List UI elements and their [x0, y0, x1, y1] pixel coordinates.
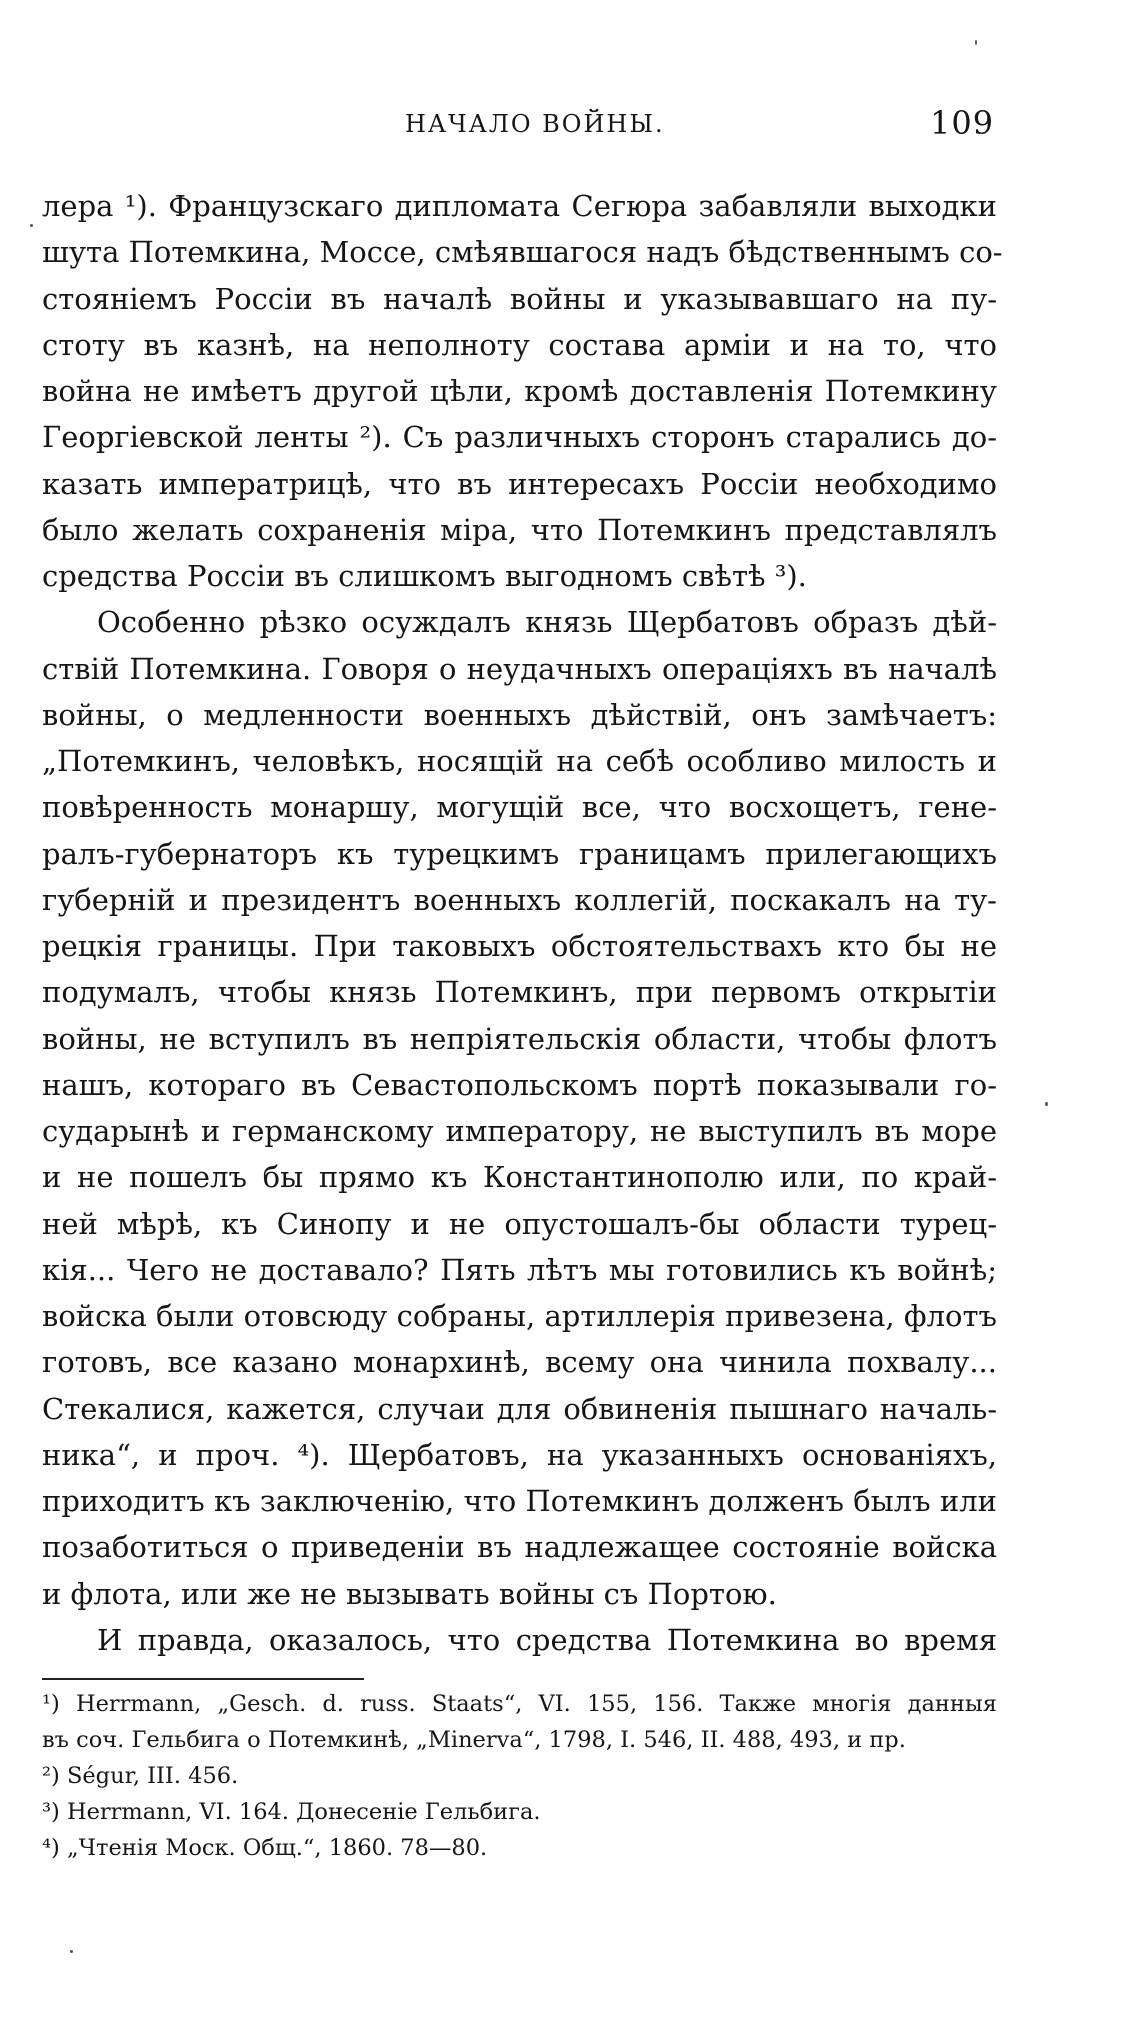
text-line: ника“, и проч. ⁴). Щербатовъ, на указанныхъ основаніяхъ,	[42, 1437, 997, 1472]
text-line: ствій Потемкина. Говоря о неудачныхъ операціяхъ въ началѣ	[42, 651, 997, 686]
paragraph-start-line: Особенно рѣзко осуждалъ князь Щербатовъ образъ дѣй-	[97, 605, 997, 640]
text-line: губерній и президентъ военныхъ коллегій, поскакалъ на ту-	[42, 882, 997, 917]
text-line: война не имѣетъ другой цѣли, кромѣ доставленія Потемкину	[42, 374, 997, 408]
body-text	[42, 183, 1003, 1663]
footnote-3: ³) Herrmann, VI. 164. Донесеніе Гельбига.	[42, 1799, 541, 1825]
text-line: Георгіевской ленты ²). Съ различныхъ сторонъ старались до-	[42, 420, 997, 455]
text-line: повѣренность монаршу, могущій все, что восхощетъ, гене-	[42, 790, 997, 825]
footnote-4: ⁴) „Чтенія Моск. Общ.“, 1860. 78—80.	[42, 1835, 488, 1861]
page-number: 109	[930, 104, 995, 142]
text-line: лера ¹). Французскаго дипломата Сегюра забавляли выходки	[42, 189, 997, 223]
footnote-rule	[42, 1678, 364, 1680]
running-title: НАЧАЛО ВОЙНЫ.	[405, 110, 665, 138]
scan-speck	[975, 40, 977, 45]
text-line: стоту въ казнѣ, на неполноту состава арміи и на то, что	[42, 327, 997, 362]
text-line: войны, о медленности военныхъ дѣйствій, онъ замѣчаетъ:	[42, 697, 997, 732]
paragraph-end-line: средства Россіи въ слишкомъ выгодномъ свѣтѣ ³).	[42, 559, 807, 593]
text-line: было желать сохраненія міра, что Потемкинъ представлялъ	[42, 512, 997, 547]
text-line: рецкія границы. При таковыхъ обстоятельствахъ кто бы не	[42, 929, 997, 963]
text-line: Стекалися, кажется, случаи для обвиненія пышнаго началь-	[42, 1391, 997, 1426]
footnote-1: ¹) Herrmann, „Gesch. d. russ. Staats“, VI. 155, 156. Также многія данныя	[42, 1691, 997, 1717]
text-line: и не пошелъ бы прямо къ Константинополю или, по край-	[42, 1160, 997, 1195]
paragraph-end-line: и флота, или же не вызывать войны съ Портою.	[42, 1576, 777, 1611]
text-line: позаботиться о приведеніи въ надлежащее состояніе войска	[42, 1530, 997, 1565]
text-line: готовъ, все казано монархинѣ, всему она чинила похвалу...	[42, 1345, 997, 1380]
scan-speck	[70, 1950, 73, 1953]
text-line: приходитъ къ заключенію, что Потемкинъ долженъ былъ или	[42, 1484, 997, 1518]
text-line: сударынѣ и германскому императору, не выступилъ въ море	[42, 1114, 997, 1148]
footnote-1-continued: въ соч. Гельбига о Потемкинѣ, „Minerva“, 1798, I. 546, II. 488, 493, и пр.	[42, 1727, 906, 1753]
text-line: казать императрицѣ, что въ интересахъ Россіи необходимо	[42, 466, 997, 501]
text-line: подумалъ, чтобы князь Потемкинъ, при первомъ открытіи	[42, 975, 997, 1010]
scan-speck	[1045, 1102, 1048, 1106]
footnote-2: ²) Ségur, III. 456.	[42, 1763, 239, 1789]
text-line: ралъ-губернаторъ къ турецкимъ границамъ прилегающихъ	[42, 836, 997, 871]
text-line: нашъ, котораго въ Севастопольскомъ портѣ показывали го-	[42, 1067, 997, 1102]
text-line: войны, не вступилъ въ непріятельскія области, чтобы флотъ	[42, 1021, 997, 1056]
text-line: стояніемъ Россіи въ началѣ войны и указывавшаго на пу-	[42, 281, 997, 316]
text-line: ней мѣрѣ, къ Синопу и не опустошалъ-бы области турец-	[42, 1206, 997, 1241]
text-line: войска были отовсюду собраны, артиллерія привезена, флотъ	[42, 1299, 997, 1333]
text-line: „Потемкинъ, человѣкъ, носящій на себѣ особливо милость и	[42, 744, 997, 778]
paragraph-start-line: И правда, оказалось, что средства Потемкина во время	[97, 1622, 997, 1657]
scan-speck	[30, 224, 33, 227]
text-line: кія... Чего не доставало? Пять лѣтъ мы готовились къ войнѣ;	[42, 1252, 997, 1287]
running-head	[0, 104, 1140, 144]
text-line: шута Потемкина, Моссе, смѣявшагося надъ бѣдственнымъ со-	[42, 235, 1003, 270]
footnotes	[42, 1686, 997, 1866]
